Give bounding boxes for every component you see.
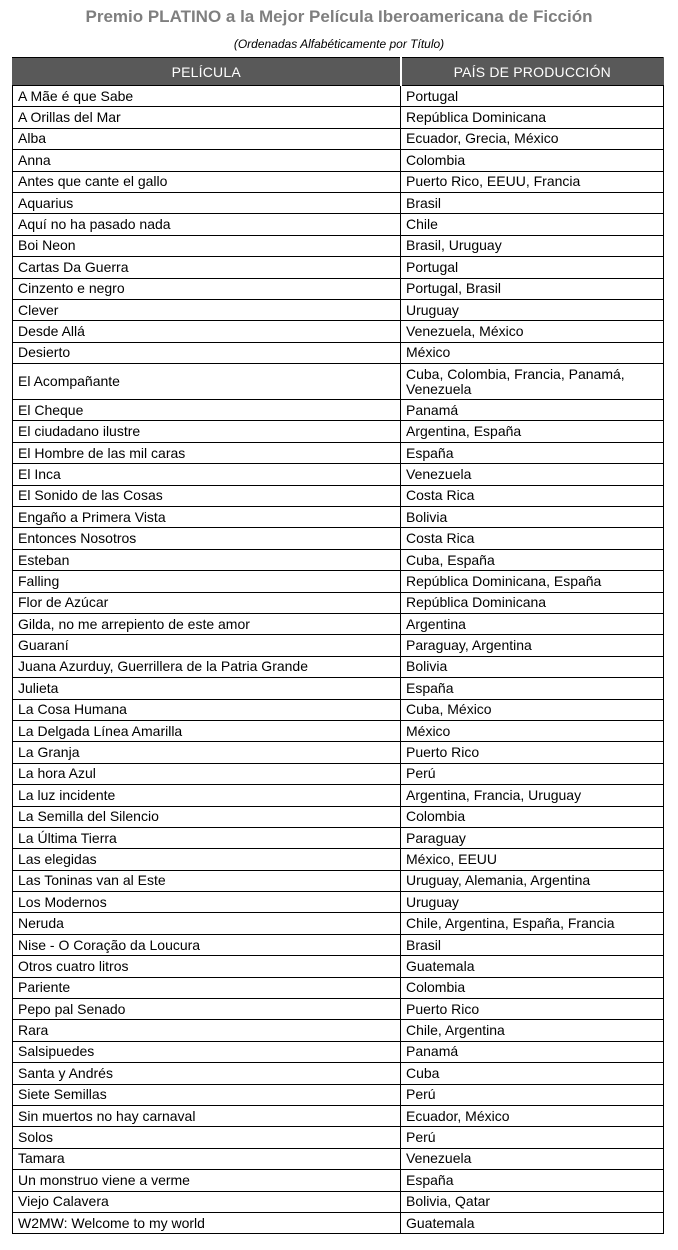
film-title-cell: La Última Tierra [13,827,401,848]
table-row [13,528,664,549]
table-row [13,128,664,149]
production-country-cell: Uruguay [401,299,664,320]
production-country-cell: Uruguay, Alemania, Argentina [401,870,664,891]
header-pelicula: PELÍCULA [13,58,401,86]
table-row [13,299,664,320]
production-country-cell: Venezuela [401,1148,664,1169]
film-title-cell: La Cosa Humana [13,699,401,720]
film-title-cell: Desierto [13,342,401,363]
production-country-cell: Colombia [401,150,664,171]
film-title-cell: Pariente [13,977,401,998]
production-country-cell: Colombia [401,806,664,827]
film-title-cell: Juana Azurduy, Guerrillera de la Patria Grande [13,656,401,677]
production-country-cell: Bolivia, Qatar [401,1191,664,1212]
production-country-cell: República Dominicana [401,592,664,613]
table-row [13,549,664,570]
production-country-cell: Paraguay [401,827,664,848]
table-row [13,86,664,107]
production-country-cell: Argentina, Francia, Uruguay [401,785,664,806]
table-row [13,849,664,870]
production-country-cell: España [401,678,664,699]
production-country-cell: Guatemala [401,1212,664,1233]
production-country-cell: Costa Rica [401,528,664,549]
table-row [13,1020,664,1041]
film-title-cell: Falling [13,571,401,592]
table-body [13,86,664,1234]
film-title-cell: Tamara [13,1148,401,1169]
table-row [13,1063,664,1084]
table-row [13,150,664,171]
production-country-cell: República Dominicana [401,107,664,128]
film-title-cell: Pepo pal Senado [13,999,401,1020]
table-row [13,635,664,656]
film-title-cell: La Granja [13,742,401,763]
production-country-cell: Bolivia [401,507,664,528]
film-title-cell: Cinzento e negro [13,278,401,299]
production-country-cell: Perú [401,1084,664,1105]
table-row [13,342,664,363]
table-row [13,1191,664,1212]
table-row [13,934,664,955]
production-country-cell: Guatemala [401,956,664,977]
production-country-cell: Cuba [401,1063,664,1084]
production-country-cell: Brasil [401,192,664,213]
table-row [13,785,664,806]
table-row [13,1105,664,1126]
production-country-cell: Puerto Rico [401,999,664,1020]
table-row [13,742,664,763]
film-title-cell: A Orillas del Mar [13,107,401,128]
production-country-cell: Portugal [401,86,664,107]
table-row [13,806,664,827]
production-country-cell: Panamá [401,1041,664,1062]
film-title-cell: A Mãe é que Sabe [13,86,401,107]
film-title-cell: El Sonido de las Cosas [13,485,401,506]
film-title-cell: Siete Semillas [13,1084,401,1105]
film-title-cell: El ciudadano ilustre [13,421,401,442]
production-country-cell: México, EEUU [401,849,664,870]
production-country-cell: Portugal [401,257,664,278]
table-row [13,1148,664,1169]
film-title-cell: Santa y Andrés [13,1063,401,1084]
films-table [12,57,664,1234]
header-pais-de-produccion: PAÍS DE PRODUCCIÓN [401,58,664,86]
production-country-cell: México [401,720,664,741]
production-country-cell: Argentina, España [401,421,664,442]
production-country-cell: Colombia [401,977,664,998]
film-title-cell: La Delgada Línea Amarilla [13,720,401,741]
film-title-cell: Nise - O Coração da Loucura [13,934,401,955]
production-country-cell: Ecuador, México [401,1105,664,1126]
production-country-cell: Portugal, Brasil [401,278,664,299]
film-title-cell: Alba [13,128,401,149]
film-title-cell: Guaraní [13,635,401,656]
production-country-cell: Uruguay [401,892,664,913]
table-row [13,321,664,342]
document-subtitle: (Ordenadas Alfabéticamente por Título) [233,37,445,51]
production-country-cell: Chile [401,214,664,235]
film-title-cell: Anna [13,150,401,171]
table-row [13,485,664,506]
film-title-cell: El Inca [13,464,401,485]
table-row [13,235,664,256]
production-country-cell: México [401,342,664,363]
film-title-cell: Rara [13,1020,401,1041]
table-row [13,977,664,998]
table-row [13,656,664,677]
film-title-cell: Un monstruo viene a verme [13,1170,401,1191]
film-title-cell: Otros cuatro litros [13,956,401,977]
table-row [13,763,664,784]
production-country-cell: Chile, Argentina [401,1020,664,1041]
document-title: Premio PLATINO a la Mejor Película Iberoamericana de Ficción [85,7,593,26]
production-country-cell: Perú [401,1127,664,1148]
table-row [13,956,664,977]
table-row [13,870,664,891]
film-title-cell: Aquarius [13,192,401,213]
table-row [13,720,664,741]
production-country-cell: Costa Rica [401,485,664,506]
film-title-cell: W2MW: Welcome to my world [13,1212,401,1233]
production-country-cell: República Dominicana, España [401,571,664,592]
table-header-row [13,58,664,86]
film-title-cell: Esteban [13,549,401,570]
film-title-cell: El Cheque [13,400,401,421]
table-row [13,214,664,235]
production-country-cell: Bolivia [401,656,664,677]
film-title-cell: Las Toninas van al Este [13,870,401,891]
production-country-cell: Cuba, España [401,549,664,570]
film-title-cell: Neruda [13,913,401,934]
production-country-cell: Perú [401,763,664,784]
film-title-cell: Boi Neon [13,235,401,256]
film-title-cell: Flor de Azúcar [13,592,401,613]
table-row [13,1212,664,1233]
table-row [13,1041,664,1062]
film-title-cell: Julieta [13,678,401,699]
production-country-cell: Argentina [401,613,664,634]
table-row [13,278,664,299]
table-row [13,171,664,192]
production-country-cell: Cuba, Colombia, Francia, Panamá, Venezuela [401,364,664,400]
film-title-cell: La Semilla del Silencio [13,806,401,827]
production-country-cell: España [401,1170,664,1191]
production-country-cell: Chile, Argentina, España, Francia [401,913,664,934]
film-title-cell: La luz incidente [13,785,401,806]
table-row [13,999,664,1020]
production-country-cell: Panamá [401,400,664,421]
production-country-cell: Paraguay, Argentina [401,635,664,656]
film-title-cell: Sin muertos no hay carnaval [13,1105,401,1126]
production-country-cell: Brasil [401,934,664,955]
film-title-cell: Entonces Nosotros [13,528,401,549]
table-row [13,1170,664,1191]
production-country-cell: Venezuela, México [401,321,664,342]
table-row [13,400,664,421]
production-country-cell: Ecuador, Grecia, México [401,128,664,149]
film-title-cell: Aquí no ha pasado nada [13,214,401,235]
film-title-cell: Antes que cante el gallo [13,171,401,192]
table-row [13,592,664,613]
production-country-cell: Cuba, México [401,699,664,720]
table-row [13,257,664,278]
table-row [13,442,664,463]
film-title-cell: Salsipuedes [13,1041,401,1062]
table-row [13,678,664,699]
table-row [13,913,664,934]
table-row [13,892,664,913]
film-title-cell: El Acompañante [13,364,401,400]
table-row [13,364,664,400]
table-row [13,613,664,634]
table-row [13,107,664,128]
production-country-cell: Brasil, Uruguay [401,235,664,256]
film-title-cell: Engaño a Primera Vista [13,507,401,528]
table-row [13,507,664,528]
film-title-cell: Las elegidas [13,849,401,870]
film-title-cell: Solos [13,1127,401,1148]
production-country-cell: Venezuela [401,464,664,485]
table-row [13,571,664,592]
table-row [13,464,664,485]
table-row [13,827,664,848]
film-title-cell: La hora Azul [13,763,401,784]
table-row [13,192,664,213]
production-country-cell: Puerto Rico, EEUU, Francia [401,171,664,192]
film-title-cell: El Hombre de las mil caras [13,442,401,463]
film-title-cell: Viejo Calavera [13,1191,401,1212]
film-title-cell: Los Modernos [13,892,401,913]
table-row [13,1127,664,1148]
table-row [13,421,664,442]
film-title-cell: Clever [13,299,401,320]
production-country-cell: España [401,442,664,463]
film-title-cell: Cartas Da Guerra [13,257,401,278]
table-row [13,699,664,720]
film-title-cell: Desde Allá [13,321,401,342]
film-title-cell: Gilda, no me arrepiento de este amor [13,613,401,634]
table-row [13,1084,664,1105]
production-country-cell: Puerto Rico [401,742,664,763]
